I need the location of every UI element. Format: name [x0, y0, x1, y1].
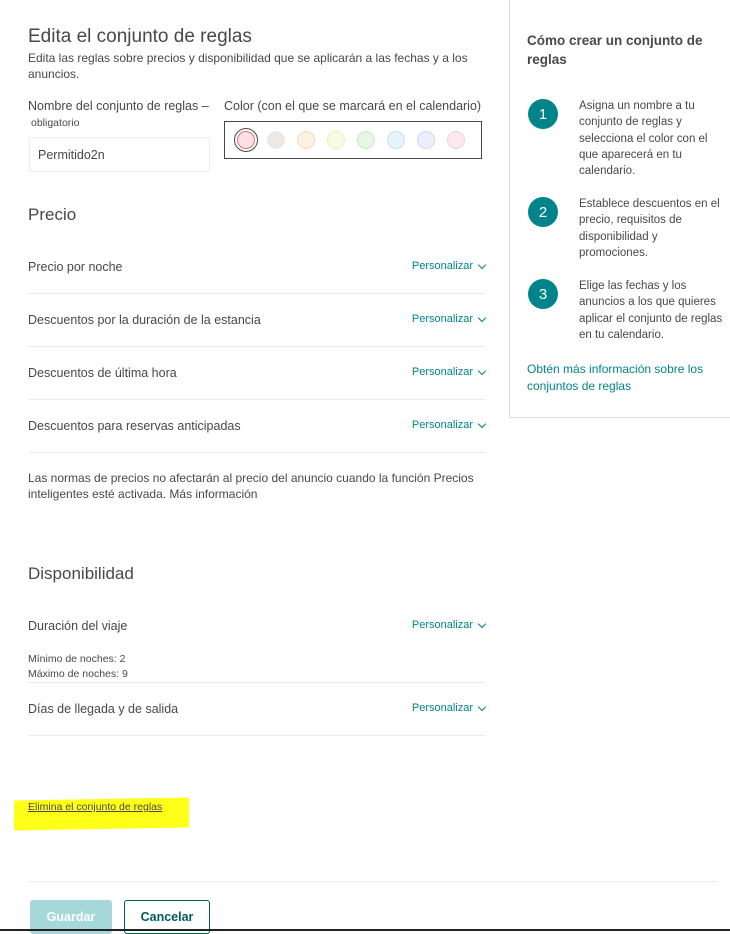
- color-swatch[interactable]: [417, 131, 435, 149]
- row-label: Descuentos por la duración de la estancia: [28, 313, 261, 327]
- max-nights-text: Máximo de noches: 9: [28, 668, 128, 680]
- customize-label: Personalizar: [411, 419, 473, 431]
- row-label: Descuentos de última hora: [28, 366, 177, 380]
- step-number-badge: 1: [528, 99, 558, 129]
- pricing-row-length-discounts: [28, 294, 485, 347]
- customize-label: Personalizar: [411, 260, 473, 272]
- availability-row-checkin-checkout-days: [28, 683, 485, 736]
- color-field-label: Color (con el que se marcará en el calendario): [224, 99, 482, 113]
- customize-button[interactable]: [412, 313, 485, 325]
- customize-label: Personalizar: [411, 366, 473, 378]
- customize-button[interactable]: [412, 419, 485, 431]
- rule-set-name-input[interactable]: [29, 137, 210, 172]
- cancel-button[interactable]: Cancelar: [124, 900, 210, 934]
- color-swatch[interactable]: [447, 131, 465, 149]
- step-number-badge: 3: [528, 279, 558, 309]
- page-subtitle: Edita las reglas sobre precios y disponibilidad que se aplicarán a las fechas y a los anuncios.: [28, 51, 468, 81]
- chevron-down-icon: [478, 313, 486, 321]
- color-swatch[interactable]: [357, 131, 375, 149]
- smart-pricing-note: Las normas de precios no afectarán al precio del anuncio cuando la función Precios inteligentes esté activada. Más información: [28, 471, 474, 501]
- required-label: obligatorio: [31, 117, 80, 129]
- chevron-down-icon: [478, 260, 486, 268]
- chevron-down-icon: [478, 419, 486, 427]
- customize-button[interactable]: [412, 619, 485, 631]
- pricing-row-early-bird-discounts: [28, 400, 485, 453]
- name-field-label: Nombre del conjunto de reglas –: [28, 99, 209, 113]
- chevron-down-icon: [478, 619, 486, 627]
- color-swatch[interactable]: [327, 131, 345, 149]
- color-swatch[interactable]: [237, 131, 255, 149]
- chevron-down-icon: [478, 366, 486, 374]
- learn-more-link[interactable]: Obtén más información sobre los conjuntos de reglas: [527, 362, 704, 393]
- customize-label: Personalizar: [411, 619, 473, 631]
- chevron-down-icon: [478, 702, 486, 710]
- min-nights-text: Mínimo de noches: 2: [28, 653, 126, 665]
- step-text: Establece descuentos en el precio, requisitos de disponibilidad y promociones.: [579, 198, 720, 259]
- color-swatch[interactable]: [267, 131, 285, 149]
- delete-rule-set-link[interactable]: Elimina el conjunto de reglas: [28, 801, 163, 813]
- step-text: Asigna un nombre a tu conjunto de reglas y selecciona el color con el que aparecerá en tu calendario.: [579, 100, 708, 178]
- customize-button[interactable]: [412, 366, 485, 378]
- row-label: Días de llegada y de salida: [28, 702, 179, 716]
- row-label: Precio por noche: [28, 260, 123, 274]
- footer-divider: [28, 881, 718, 882]
- customize-button[interactable]: [412, 702, 485, 714]
- pricing-section-title: Precio: [28, 205, 77, 224]
- pricing-row-nightly-price: [28, 241, 485, 294]
- color-picker: [224, 121, 482, 159]
- availability-section-title: Disponibilidad: [28, 564, 134, 583]
- color-swatch[interactable]: [387, 131, 405, 149]
- pricing-row-last-minute-discounts: [28, 347, 485, 400]
- row-label: Duración del viaje: [28, 619, 128, 633]
- customize-button[interactable]: [412, 260, 485, 272]
- page-title: Edita el conjunto de reglas: [28, 26, 252, 47]
- color-swatch[interactable]: [297, 131, 315, 149]
- save-button[interactable]: Guardar: [30, 900, 112, 934]
- help-panel-title: Cómo crear un conjunto de reglas: [527, 33, 703, 67]
- customize-label: Personalizar: [411, 313, 473, 325]
- step-text: Elige las fechas y los anuncios a los que quieres aplicar el conjunto de reglas en tu calendario.: [579, 280, 723, 341]
- row-label: Descuentos para reservas anticipadas: [28, 419, 241, 433]
- customize-label: Personalizar: [411, 702, 473, 714]
- step-number-badge: 2: [528, 197, 558, 227]
